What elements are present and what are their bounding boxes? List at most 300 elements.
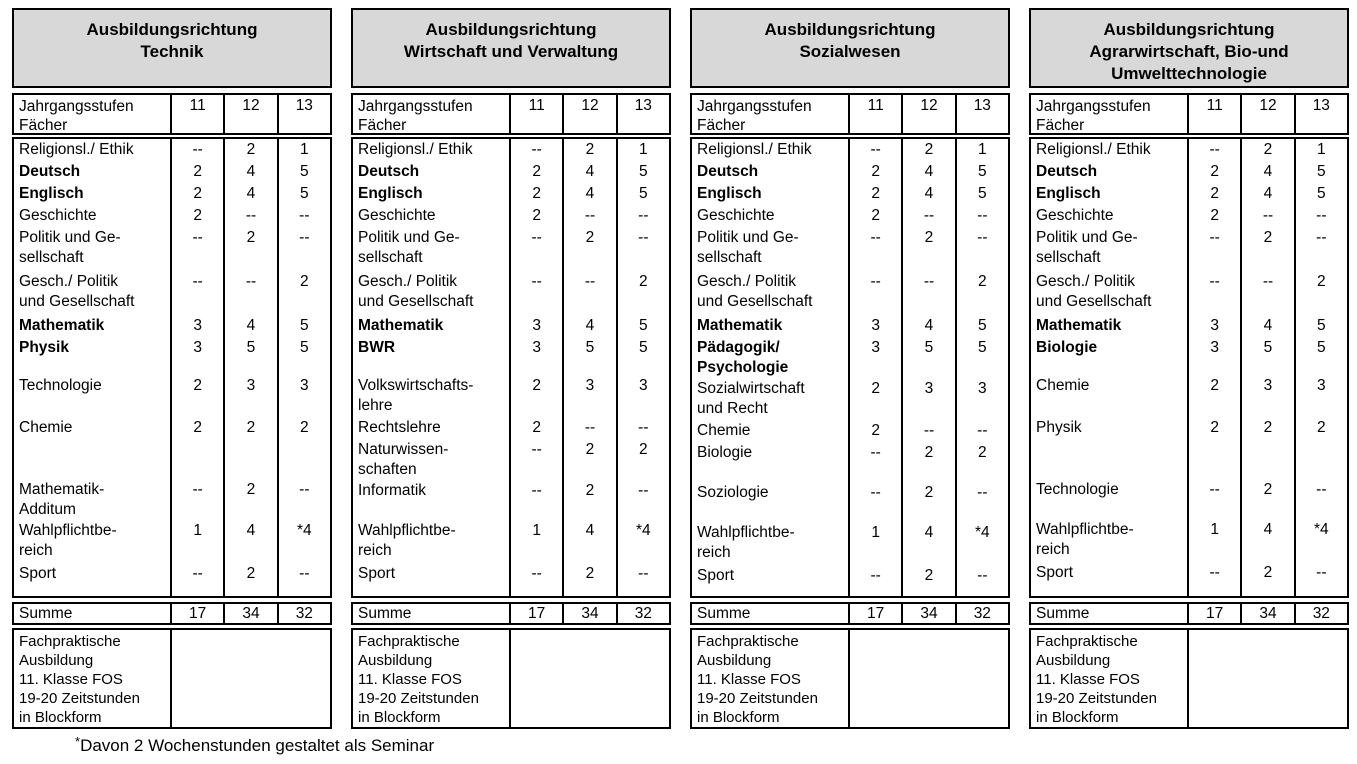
hours-cell: 4: [564, 520, 617, 563]
subject-row: [1031, 161, 1347, 183]
summe-value: 34: [1242, 604, 1295, 623]
table-title-line: Ausbildungsrichtung: [764, 20, 936, 39]
year-column-header: 12: [903, 95, 956, 133]
subject-label-line: Biologie: [1036, 339, 1098, 356]
table-title-line: Technik: [140, 42, 204, 61]
header-label-jahrgangsstufen: Jahrgangsstufen: [697, 98, 812, 115]
hours-cell: --: [225, 205, 278, 227]
subject-row: [1031, 519, 1347, 562]
hours-cell: 2: [1242, 479, 1295, 519]
hours-cell: 1: [1189, 519, 1242, 562]
hours-cell: 3: [978, 380, 987, 397]
hours-cell: 4: [1242, 519, 1295, 562]
hours-cell: 4: [225, 161, 278, 183]
hours-cell: --: [564, 205, 617, 227]
subject-label-line: Deutsch: [19, 163, 81, 180]
subject-label: [1031, 183, 1189, 205]
subject-label-line: Physik: [19, 339, 69, 356]
subject-label-line: schaften: [358, 461, 417, 478]
subject-label-line: und Recht: [697, 400, 768, 417]
hours-cell: 2: [1317, 273, 1326, 290]
hours-cell: --: [225, 271, 278, 315]
table-title-line: Ausbildungsrichtung: [425, 20, 597, 39]
year-column-header: 11: [1189, 95, 1242, 133]
subject-label-line: Deutsch: [697, 163, 759, 180]
subject-label: [353, 227, 511, 271]
hours-cell: 5: [978, 185, 987, 202]
hours-cell: 2: [172, 161, 225, 183]
subject-label: [1031, 337, 1189, 375]
hours-cell: 1: [511, 520, 564, 563]
hours-cell: --: [903, 205, 956, 227]
ausbildung-table: [1029, 8, 1349, 729]
hours-cell: 5: [300, 163, 309, 180]
hours-cell: 5: [1317, 185, 1326, 202]
hours-cell: 2: [1317, 419, 1326, 436]
subject-label: [1031, 417, 1189, 439]
hours-cell: --: [977, 484, 988, 501]
hours-cell: --: [977, 207, 988, 224]
hours-cell: 3: [564, 375, 617, 417]
year-column-header: 13: [973, 97, 991, 114]
subject-row: [14, 139, 330, 161]
hours-cell: --: [850, 271, 903, 315]
subject-label: [692, 205, 850, 227]
subject-label: [692, 161, 850, 183]
fachpraktische-line: Fachpraktische: [358, 633, 460, 650]
subject-label-line: Gesch./ Politik: [19, 273, 119, 290]
header-label-faecher: Fächer: [19, 117, 68, 134]
subject-row: [14, 205, 330, 227]
hours-cell: --: [299, 565, 310, 582]
header-label-jahrgangsstufen: Jahrgangsstufen: [19, 98, 134, 115]
subject-label: [692, 139, 850, 161]
hours-cell: [1296, 439, 1347, 479]
subject-label: [14, 479, 172, 520]
subject-label-line: und Gesellschaft: [697, 293, 813, 310]
hours-cell: --: [903, 271, 956, 315]
hours-cell: --: [1189, 227, 1242, 271]
hours-cell: --: [850, 227, 903, 271]
hours-cell: 2: [850, 183, 903, 205]
subject-row: [692, 161, 1008, 183]
subject-label: [14, 563, 172, 597]
subject-row: [353, 563, 669, 597]
hours-cell: 2: [850, 420, 903, 442]
year-column-header: 13: [634, 97, 652, 114]
subject-label: [14, 439, 172, 479]
hours-cell: --: [511, 139, 564, 161]
table-body: [12, 137, 332, 598]
subject-row: [14, 439, 330, 479]
hours-cell: --: [511, 271, 564, 315]
hours-cell: 1: [300, 141, 309, 158]
summe-label: Summe: [692, 604, 850, 623]
summe-value: 32: [973, 605, 991, 622]
hours-cell: --: [850, 139, 903, 161]
hours-cell: 2: [511, 375, 564, 417]
hours-cell: --: [172, 479, 225, 520]
subject-row: [692, 522, 1008, 565]
hours-cell: 2: [903, 482, 956, 522]
hours-cell: 2: [172, 183, 225, 205]
subject-row: [692, 565, 1008, 598]
subject-label: [14, 161, 172, 183]
subject-row: [353, 161, 669, 183]
fachpraktische-label: [1031, 630, 1189, 727]
hours-cell: 4: [1242, 315, 1295, 337]
hours-cell: 2: [511, 417, 564, 439]
hours-cell: 3: [225, 375, 278, 417]
header-label: [692, 95, 850, 133]
hours-cell: --: [1189, 562, 1242, 596]
table-title-line: Ausbildungsrichtung: [86, 20, 258, 39]
fachpraktische-box: [1029, 628, 1349, 729]
hours-cell: 3: [300, 377, 309, 394]
subject-label: [353, 271, 511, 315]
subject-row: [692, 205, 1008, 227]
subject-label: [14, 227, 172, 271]
hours-cell: *4: [635, 522, 651, 539]
year-column-header: 11: [850, 95, 903, 133]
fachpraktische-line: in Blockform: [19, 709, 102, 726]
subject-row: [353, 439, 669, 480]
fachpraktische-label: [14, 630, 172, 727]
hours-cell: --: [299, 481, 310, 498]
hours-cell: 4: [903, 522, 956, 565]
hours-cell: 5: [639, 185, 648, 202]
table-title: [1029, 8, 1349, 88]
subject-label: [692, 271, 850, 315]
subject-label-line: Englisch: [19, 185, 84, 202]
subject-label: [1031, 519, 1189, 562]
subject-label-line: Englisch: [697, 185, 762, 202]
hours-cell: [1242, 439, 1295, 479]
hours-cell: --: [172, 227, 225, 271]
hours-cell: 2: [978, 444, 987, 461]
hours-cell: 2: [639, 273, 648, 290]
subject-label-line: Biologie: [697, 444, 753, 461]
hours-cell: 3: [1317, 377, 1326, 394]
hours-cell: [172, 439, 225, 479]
subject-label: [692, 442, 850, 482]
hours-cell: --: [638, 565, 649, 582]
table-body: [1029, 137, 1349, 598]
subject-row: [353, 375, 669, 417]
hours-cell: *4: [1313, 521, 1329, 538]
subject-label: [1031, 161, 1189, 183]
hours-cell: 2: [172, 375, 225, 417]
hours-cell: 5: [978, 339, 987, 356]
header-label-jahrgangsstufen: Jahrgangsstufen: [1036, 98, 1151, 115]
hours-cell: --: [299, 207, 310, 224]
subject-row: [353, 315, 669, 337]
hours-cell: --: [564, 271, 617, 315]
hours-cell: 2: [1189, 183, 1242, 205]
year-column-header: 12: [225, 95, 278, 133]
hours-cell: 2: [225, 479, 278, 520]
fachpraktische-empty: [850, 630, 1008, 727]
subject-label: [14, 337, 172, 375]
subject-label: [692, 565, 850, 598]
hours-cell: --: [1242, 205, 1295, 227]
summe-value: 17: [1189, 604, 1242, 623]
subject-label: [1031, 139, 1189, 161]
subject-label: [353, 315, 511, 337]
subject-row: [1031, 315, 1347, 337]
hours-cell: 4: [903, 315, 956, 337]
hours-cell: 3: [639, 377, 648, 394]
subject-label-line: Mathematik: [19, 317, 105, 334]
subject-row: [1031, 205, 1347, 227]
subject-row: [353, 227, 669, 271]
subject-label-line: reich: [358, 542, 392, 559]
summe-label: Summe: [1031, 604, 1189, 623]
subject-label: [692, 482, 850, 522]
subject-row: [353, 480, 669, 520]
hours-cell: 2: [225, 417, 278, 439]
subject-row: [1031, 271, 1347, 315]
subject-row: [1031, 227, 1347, 271]
hours-cell: 2: [850, 378, 903, 420]
hours-cell: 1: [1317, 141, 1326, 158]
fachpraktische-line: 11. Klasse FOS: [697, 671, 801, 688]
hours-cell: 2: [564, 439, 617, 480]
subject-row: [692, 271, 1008, 315]
subject-label: [353, 417, 511, 439]
subject-label-line: Chemie: [697, 422, 751, 439]
subject-label-line: reich: [697, 544, 731, 561]
hours-cell: 2: [850, 205, 903, 227]
fachpraktische-line: 19-20 Zeitstunden: [358, 690, 479, 707]
hours-cell: 2: [1242, 562, 1295, 596]
hours-cell: 5: [639, 163, 648, 180]
subject-row: [353, 337, 669, 375]
hours-cell: --: [172, 271, 225, 315]
header-label: [1031, 95, 1189, 133]
hours-cell: 2: [903, 227, 956, 271]
ausbildung-table: [351, 8, 671, 729]
header-label: [353, 95, 511, 133]
subject-label-line: Sport: [19, 565, 57, 582]
subject-row: [14, 520, 330, 563]
table-body: [351, 137, 671, 598]
subject-label-line: Mathematik-: [19, 481, 105, 498]
ausbildung-table: [690, 8, 1010, 729]
hours-cell: 4: [564, 315, 617, 337]
subject-label-line: Psychologie: [697, 359, 789, 376]
hours-cell: --: [1316, 207, 1327, 224]
hours-cell: 5: [978, 317, 987, 334]
hours-cell: 2: [511, 161, 564, 183]
fachpraktische-label: [353, 630, 511, 727]
subject-label-line: BWR: [358, 339, 396, 356]
fachpraktische-empty: [1189, 630, 1347, 727]
fachpraktische-line: Ausbildung: [19, 652, 94, 669]
hours-cell: --: [511, 439, 564, 480]
subject-row: [14, 375, 330, 417]
subject-label: [1031, 271, 1189, 315]
fachpraktische-line: Fachpraktische: [19, 633, 121, 650]
hours-cell: --: [1316, 481, 1327, 498]
hours-cell: --: [172, 563, 225, 597]
subject-label: [353, 183, 511, 205]
header-label-faecher: Fächer: [697, 117, 746, 134]
hours-cell: 3: [903, 378, 956, 420]
hours-cell: 2: [850, 161, 903, 183]
hours-cell: 2: [639, 441, 648, 458]
table-body: [690, 137, 1010, 598]
subject-label-line: Soziologie: [697, 484, 769, 501]
hours-cell: 5: [300, 339, 309, 356]
subject-label-line: Sozialwirtschaft: [697, 380, 805, 397]
hours-cell: 2: [511, 183, 564, 205]
summe-value: 32: [295, 605, 313, 622]
subject-label: [353, 139, 511, 161]
subject-label-line: Deutsch: [358, 163, 420, 180]
hours-cell: 5: [564, 337, 617, 375]
subject-label: [353, 563, 511, 597]
hours-cell: --: [850, 482, 903, 522]
subject-label: [692, 378, 850, 420]
hours-cell: 1: [639, 141, 648, 158]
subject-label: [1031, 562, 1189, 596]
hours-cell: 5: [1317, 163, 1326, 180]
subject-label: [14, 375, 172, 417]
subject-row: [692, 183, 1008, 205]
summe-label: Summe: [14, 604, 172, 623]
year-column-header: 12: [564, 95, 617, 133]
subject-row: [1031, 139, 1347, 161]
subject-label-line: Geschichte: [19, 207, 97, 224]
hours-cell: 4: [564, 161, 617, 183]
hours-cell: 2: [903, 442, 956, 482]
hours-cell: [1189, 439, 1242, 479]
subject-label-line: Geschichte: [358, 207, 436, 224]
hours-cell: 2: [225, 563, 278, 597]
hours-cell: 4: [903, 183, 956, 205]
hours-cell: 2: [1189, 417, 1242, 439]
fachpraktische-line: in Blockform: [1036, 709, 1119, 726]
hours-cell: 3: [511, 315, 564, 337]
hours-cell: 3: [1189, 337, 1242, 375]
subject-row: [692, 315, 1008, 337]
subject-label: [14, 417, 172, 439]
subject-label-line: Wahlpflichtbe-: [19, 522, 117, 539]
hours-cell: 2: [978, 273, 987, 290]
table-title: [12, 8, 332, 88]
table-title-line: Wirtschaft und Verwaltung: [403, 42, 619, 61]
subject-label: [14, 520, 172, 563]
subject-row: [14, 563, 330, 597]
hours-cell: 3: [1242, 375, 1295, 417]
table-title: [690, 8, 1010, 88]
hours-cell: 4: [225, 315, 278, 337]
hours-cell: --: [850, 442, 903, 482]
hours-cell: --: [638, 419, 649, 436]
hours-cell: 2: [1242, 139, 1295, 161]
subject-row: [353, 271, 669, 315]
hours-cell: 2: [564, 563, 617, 597]
subject-label-line: Politik und Ge-: [19, 229, 121, 246]
subject-label-line: Informatik: [358, 482, 427, 499]
subject-label: [692, 522, 850, 565]
hours-cell: --: [1316, 564, 1327, 581]
subject-row: [14, 161, 330, 183]
subject-label-line: Religionsl./ Ethik: [1036, 141, 1151, 158]
fachpraktische-empty: [511, 630, 669, 727]
subject-label-line: Technologie: [19, 377, 102, 394]
subject-row: [14, 417, 330, 439]
subject-row: [14, 227, 330, 271]
subject-label-line: Religionsl./ Ethik: [358, 141, 473, 158]
subject-label: [1031, 439, 1189, 479]
summe-row: [690, 602, 1010, 625]
hours-cell: 5: [300, 317, 309, 334]
subject-label: [692, 227, 850, 271]
hours-cell: [279, 439, 330, 479]
subject-label: [1031, 227, 1189, 271]
subject-label-line: Sport: [1036, 564, 1074, 581]
subject-label-line: Politik und Ge-: [358, 229, 460, 246]
subject-label-line: Sport: [697, 567, 735, 584]
subject-label: [1031, 205, 1189, 227]
subject-label-line: Gesch./ Politik: [358, 273, 458, 290]
subject-label-line: Additum: [19, 501, 76, 518]
hours-cell: 5: [1242, 337, 1295, 375]
subject-label: [14, 205, 172, 227]
subject-label-line: Politik und Ge-: [697, 229, 799, 246]
hours-cell: --: [299, 229, 310, 246]
summe-row: [351, 602, 671, 625]
hours-cell: --: [511, 227, 564, 271]
subject-label: [14, 315, 172, 337]
footnote-text: Davon 2 Wochenstunden gestaltet als Seminar: [80, 736, 435, 755]
table-title-line: Umwelttechnologie: [1111, 64, 1267, 83]
subject-label-line: reich: [19, 542, 53, 559]
subject-label: [14, 183, 172, 205]
subject-row: [14, 271, 330, 315]
subject-label-line: sellschaft: [697, 249, 762, 266]
ausbildung-table: [12, 8, 332, 729]
hours-cell: 5: [1317, 339, 1326, 356]
hours-cell: --: [850, 565, 903, 598]
subject-row: [692, 139, 1008, 161]
header-label: [14, 95, 172, 133]
subject-row: [353, 183, 669, 205]
fachpraktische-line: 19-20 Zeitstunden: [697, 690, 818, 707]
subject-row: [14, 183, 330, 205]
subject-label-line: und Gesellschaft: [19, 293, 135, 310]
fachpraktische-label: [692, 630, 850, 727]
year-column-header: 11: [511, 95, 564, 133]
summe-value: 34: [564, 604, 617, 623]
hours-cell: 4: [225, 183, 278, 205]
subject-label-line: Chemie: [1036, 377, 1090, 394]
hours-cell: *4: [296, 522, 312, 539]
hours-cell: 3: [172, 337, 225, 375]
subject-label-line: Wahlpflichtbe-: [697, 524, 795, 541]
subject-label-line: Volkswirtschafts-: [358, 377, 474, 394]
subject-row: [1031, 375, 1347, 417]
subject-row: [14, 315, 330, 337]
hours-cell: *4: [974, 524, 990, 541]
table-header-row: [12, 93, 332, 135]
hours-cell: 2: [1242, 417, 1295, 439]
fachpraktische-line: in Blockform: [697, 709, 780, 726]
subject-row: [353, 417, 669, 439]
hours-cell: 2: [564, 227, 617, 271]
